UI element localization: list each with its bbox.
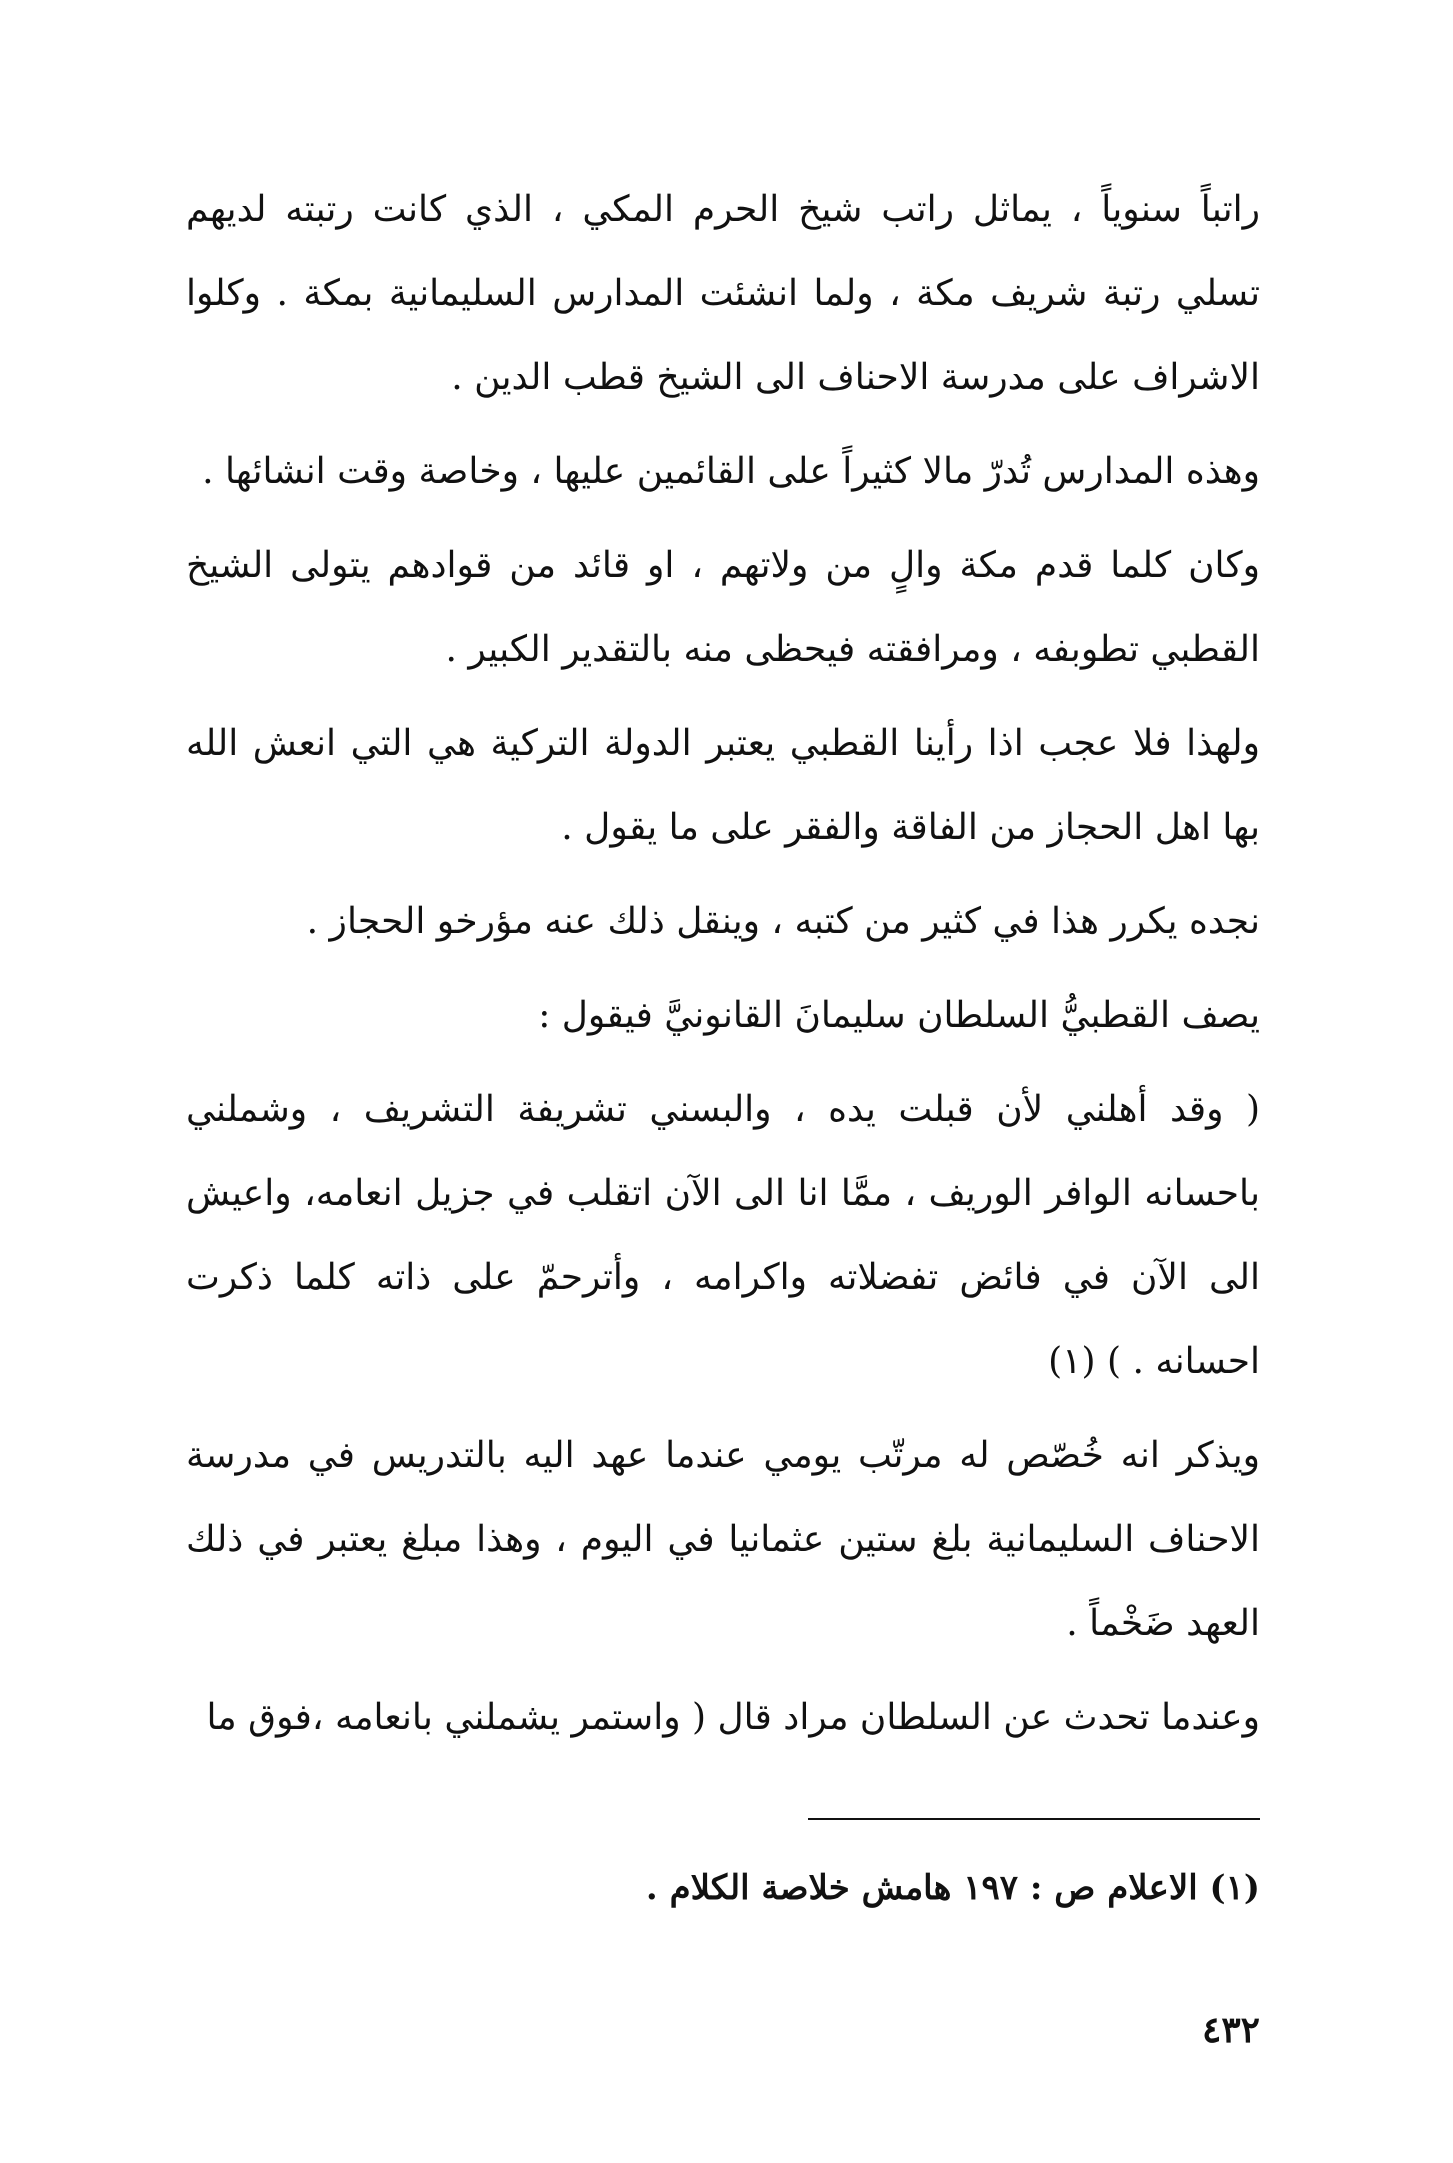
paragraph: وعندما تحدث عن السلطان مراد قال ( واستمر يشملني بانعامه ،فوق ما xyxy=(206,1697,1260,1738)
paragraph: يصف القطبيُّ السلطان سليمانَ القانونيَّ فيقول : xyxy=(538,995,1260,1036)
paragraph: نجده يكرر هذا في كثير من كتبه ، وينقل ذلك عنه مؤرخو الحجاز . xyxy=(306,901,1260,942)
quotation-paragraph: ( وقد أهلني لأن قبلت يده ، والبسني تشريفة التشريف ، وشملني باحسانه الوافر الوريف ، ممَّا انا الى الآن اتقلب في جزيل انعامه، واعيش الى الآن في فائض تفضلاته واكرامه ، وأترحمّ على ذاته كلما ذكرت احسانه . ) (١) xyxy=(186,1089,1260,1382)
paragraph: ويذكر انه خُصّص له مرتّب يومي عندما عهد اليه بالتدريس في مدرسة الاحناف السليمانية بلغ ستين عثمانيا في اليوم ، وهذا مبلغ يعتبر في ذلك العهد ضَخْماً . xyxy=(186,1435,1260,1644)
paragraph: ولهذا فلا عجب اذا رأينا القطبي يعتبر الدولة التركية هي التي انعش الله بها اهل الحجاز من الفاقة والفقر على ما يقول . xyxy=(186,723,1260,848)
paragraph: وكان كلما قدم مكة والٍ من ولاتهم ، او قائد من قوادهم يتولى الشيخ القطبي تطوبفه ، ومرافقته فيحظى منه بالتقدير الكبير . xyxy=(186,545,1260,670)
paragraph: راتباً سنوياً ، يماثل راتب شيخ الحرم المكي ، الذي كانت رتبته لديهم تسلي رتبة شريف مكة ، ولما انشئت المدارس السليمانية بمكة . وكلوا الاشراف على مدرسة الاحناف الى الشيخ قطب الدين . xyxy=(186,189,1260,398)
paragraph: وهذه المدارس تُدرّ مالا كثيراً على القائمين عليها ، وخاصة وقت انشائها . xyxy=(202,451,1260,492)
footnote: (١) الاعلام ص : ١٩٧ هامش خلاصة الكلام . xyxy=(645,1868,1260,1908)
page-number: ٤٣٢ xyxy=(1201,2009,1260,2051)
footnote-divider xyxy=(808,1818,1260,1820)
body-text xyxy=(186,168,1260,1770)
